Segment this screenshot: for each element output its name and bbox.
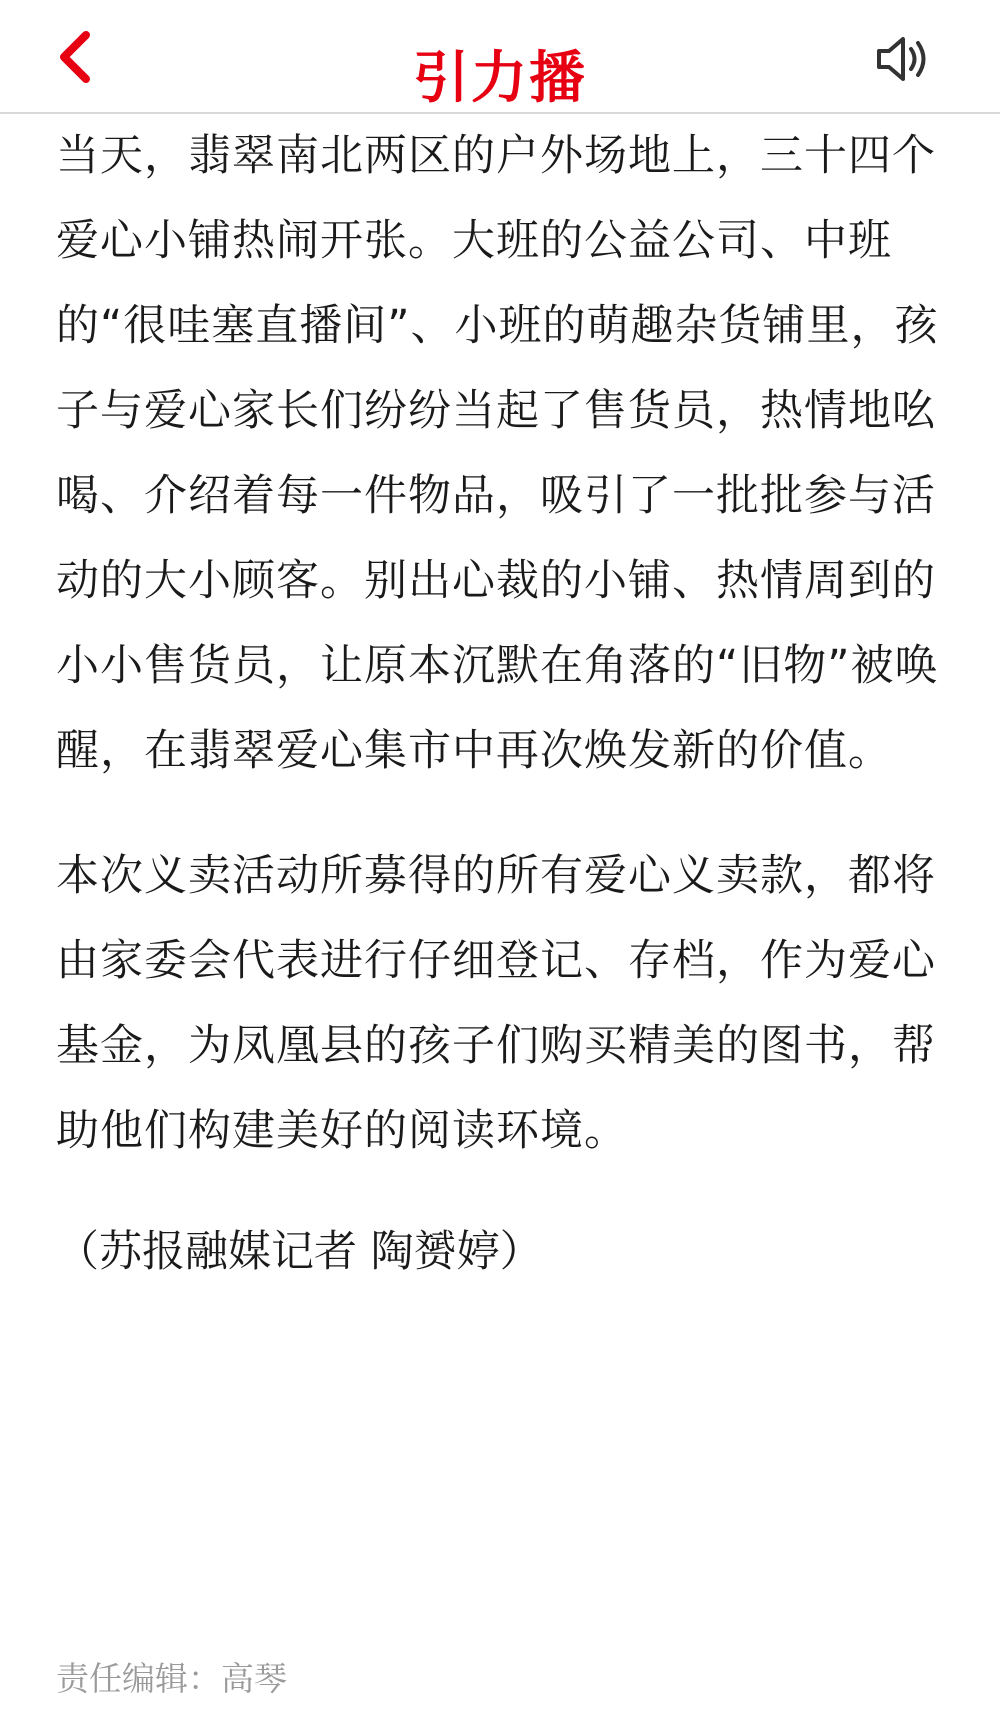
article-paragraph: 本次义卖活动所募得的所有爱心义卖款，都将由家委会代表进行仔细登记、存档，作为爱心基金，为凤凰县的孩子们购买精美的图书，帮助他们构建美好的阅读环境。 bbox=[56, 851, 936, 1156]
read-aloud-button[interactable] bbox=[868, 24, 938, 94]
app-logo bbox=[0, 48, 1000, 110]
app-logo-text: 引力播 bbox=[413, 46, 587, 111]
article-paragraph: 当天，翡翠南北两区的户外场地上，三十四个爱心小铺热闹开张。大班的公益公司、中班的“很哇塞直播间”、小班的萌趣杂货铺里，孩子与爱心家长们纷纷当起了售货员，热情地吆喝、介绍着每一件物品，吸引了一批批参与活动的大小顾客。别出心裁的小铺、热情周到的小小售货员，让原本沉默在角落的“旧物”被唤醒，在翡翠爱心集市中再次焕发新的价值。 bbox=[56, 131, 939, 776]
top-navigation-bar bbox=[0, 0, 1000, 114]
reporter-credit: （苏报融媒记者 陶赟婷） bbox=[56, 1227, 543, 1277]
responsible-editor: 责任编辑：高琴 bbox=[56, 1659, 287, 1698]
article-body bbox=[56, 114, 944, 1295]
speaker-icon bbox=[873, 31, 933, 87]
